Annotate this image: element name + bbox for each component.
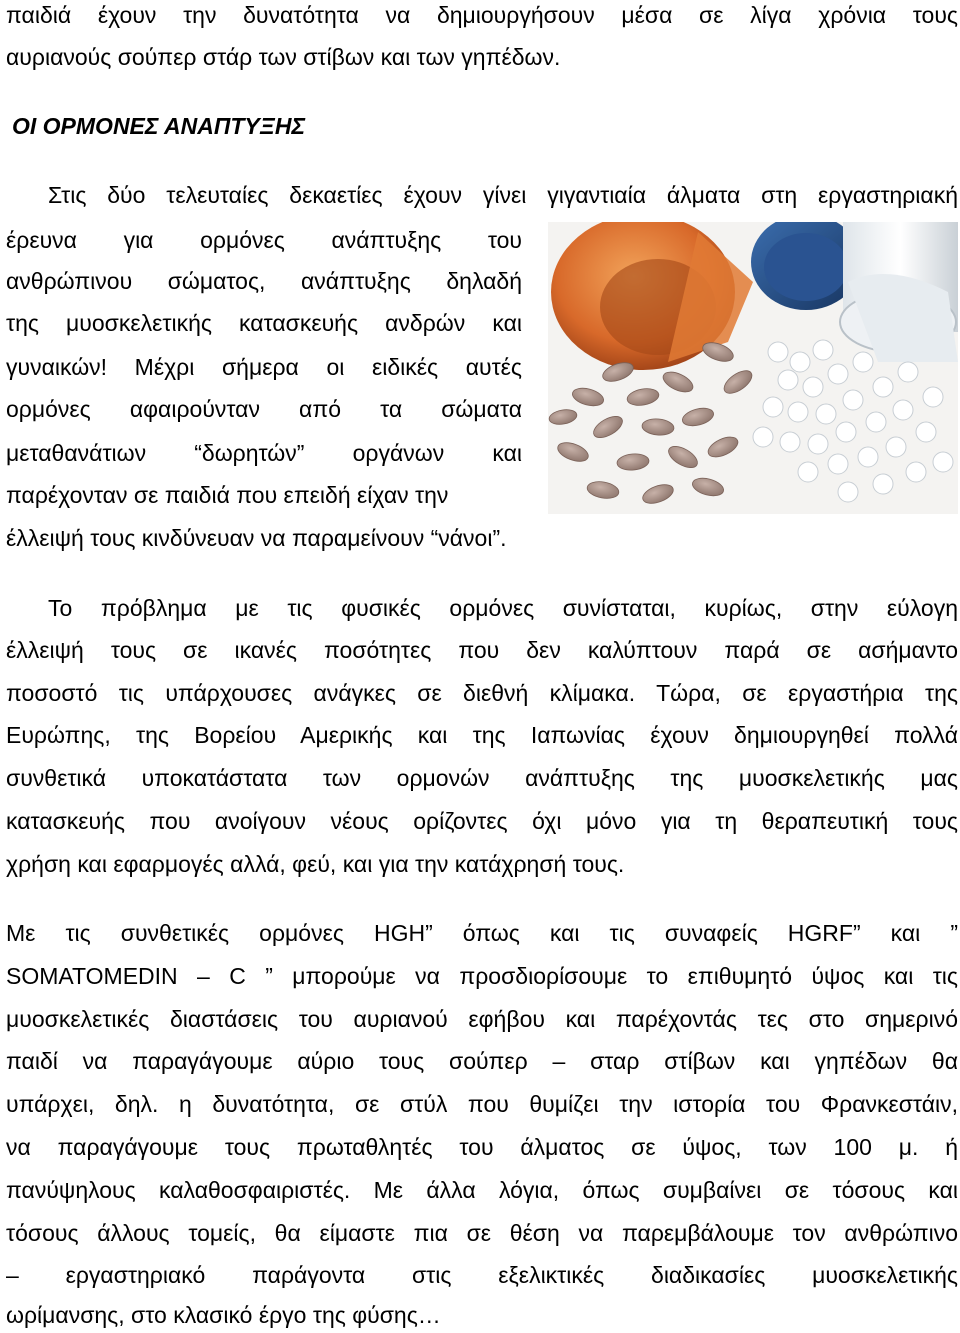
para1-line-7: μεταθανάτιων “δωρητών” οργάνων και xyxy=(6,440,522,466)
para1-line-6: ορμόνες αφαιρούνταν από τα σώματα xyxy=(6,396,522,422)
para2-line-6: κατασκευής που ανοίγουν νέους ορίζοντες όχι μόνο για τη θεραπευτική τους xyxy=(6,808,958,834)
para3-line-6: να παραγάγουμε τους πρωταθλητές του άλματος σε ύψος, των 100 μ. ή xyxy=(6,1134,958,1160)
para2-line-1: Το πρόβλημα με τις φυσικές ορμόνες συνίσταται, κυρίως, στην εύλογη xyxy=(48,595,958,621)
para1-line-2: έρευνα για ορμόνες ανάπτυξης του xyxy=(6,227,522,253)
para1-line-4: της μυοσκελετικής κατασκευής ανδρών και xyxy=(6,310,522,336)
para3-line-3: μυοσκελετικές διαστάσεις του αυριανού εφήβου και παρέχοντάς τες στο σημερινό xyxy=(6,1006,958,1032)
para3-line-4: παιδί να παραγάγουμε αύριο τους σούπερ – σταρ στίβων και γηπέδων θα xyxy=(6,1048,958,1074)
para2-line-2: έλλειψή τους σε ικανές ποσότητες που δεν καλύπτουν παρά σε ασήμαντο xyxy=(6,637,958,663)
para2-line-3: ποσοστό τις υπάρχουσες ανάγκες σε διεθνή κλίμακα. Τώρα, σε εργαστήρια της xyxy=(6,680,958,706)
para1-line-9: έλλειψή τους κινδύνευαν να παραμείνουν “νάνοι”. xyxy=(6,525,507,551)
para3-line-10: ωρίμανσης, στο κλασικό έργο της φύσης… xyxy=(6,1302,441,1328)
para3-line-9: – εργαστηριακό παράγοντα στις εξελικτικές διαδικασίες μυοσκελετικής xyxy=(6,1262,958,1288)
para3-line-5: υπάρχει, δηλ. η δυνατότητα, σε στύλ που θυμίζει την ιστορία του Φρανκεστάιν, xyxy=(6,1091,958,1117)
para1-line-5: γυναικών! Μέχρι σήμερα οι ειδικές αυτές xyxy=(6,354,522,380)
para2-line-7: χρήση και εφαρμογές αλλά, φεύ, και για την κατάχρησή τους. xyxy=(6,851,625,877)
para1-line-3: ανθρώπινου σώματος, ανάπτυξης δηλαδή xyxy=(6,268,522,294)
intro-line-1: παιδιά έχουν την δυνατότητα να δημιουργήσουν μέσα σε λίγα χρόνια τους xyxy=(6,2,958,28)
para2-line-4: Ευρώπης, της Βορείου Αμερικής και της Ιαπωνίας έχουν δημιουργηθεί πολλά xyxy=(6,722,958,748)
para3-line-1: Με τις συνθετικές ορμόνες HGH” όπως και τις συναφείς HGRF” και ” xyxy=(6,920,958,946)
para2-line-5: συνθετικά υποκατάστατα των ορμονών ανάπτυξης της μυοσκελετικής μας xyxy=(6,765,958,791)
pills-illustration xyxy=(548,222,958,514)
pills-photo xyxy=(548,222,958,514)
para1-line-8: παρέχονταν σε παιδιά που επειδή είχαν την xyxy=(6,482,449,508)
para1-line-1: Στις δύο τελευταίες δεκαετίες έχουν γίνει γιγαντιαία άλματα στη εργαστηριακή xyxy=(48,182,958,208)
para3-line-8: τόσους άλλους τομείς, θα είμαστε πια σε θέση να παρεμβάλουμε τον ανθρώπινο xyxy=(6,1220,958,1246)
section-heading: ΟΙ ΟΡΜΟΝΕΣ ΑΝΑΠΤΥΞΗΣ xyxy=(12,113,306,139)
intro-line-2: αυριανούς σούπερ στάρ των στίβων και των γηπέδων. xyxy=(6,44,561,70)
para3-line-7: πανύψηλους καλαθοσφαιριστές. Με άλλα λόγια, όπως συμβαίνει σε τόσους και xyxy=(6,1177,958,1203)
para3-line-2: SOMATOMEDIN – C ” μπορούμε να προσδιορίσουμε το επιθυμητό ύψος και τις xyxy=(6,963,958,989)
